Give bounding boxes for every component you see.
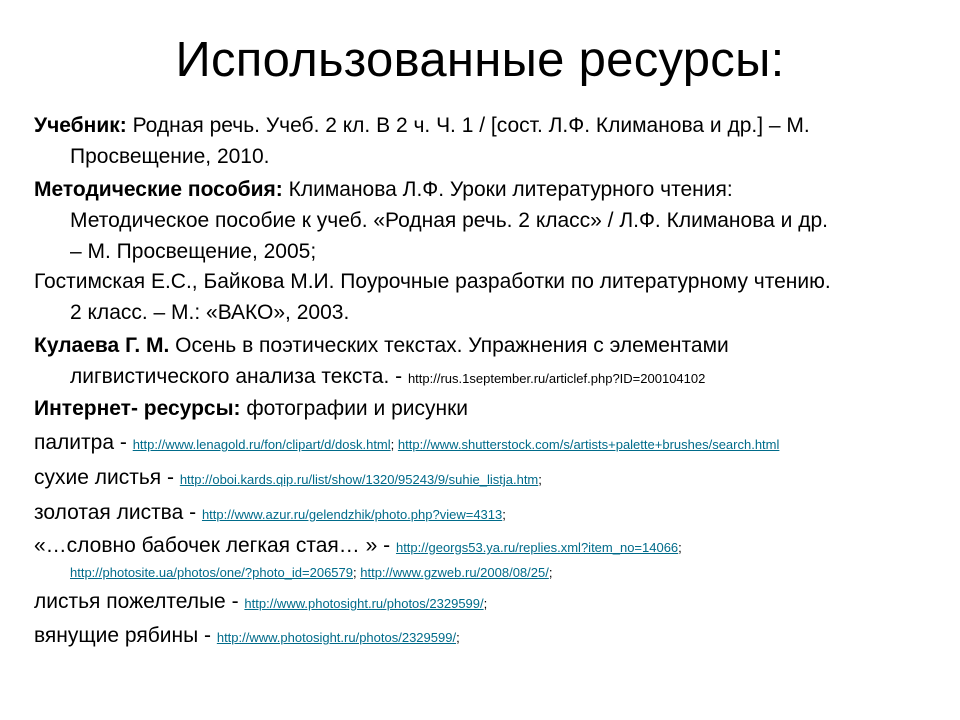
gostimskaya-text: Гостимская Е.С., Байкова М.И. Поурочные разработки по литературному чтению. (34, 270, 831, 293)
resource-methodical (34, 174, 954, 267)
rowans-end: ; (456, 630, 460, 645)
dry-leaves-link[interactable]: http://oboi.kards.qip.ru/list/show/1320/95243/9/suhie_listja.htm (179, 472, 539, 487)
rowans-text: вянущие рябины - (34, 624, 217, 647)
resource-rowans (34, 620, 954, 653)
palette-separator: ; (390, 437, 398, 452)
methodical-text: Климанова Л.Ф. Уроки литературного чтения: (282, 178, 733, 201)
butterflies-sep-1: ; (678, 540, 682, 555)
golden-leaves-text: золотая листва - (34, 501, 202, 524)
butterflies-end: ; (548, 565, 553, 580)
resource-butterflies (34, 532, 954, 583)
resource-dry-leaves (34, 462, 954, 495)
slide-title: Использованные ресурсы: (175, 33, 785, 87)
rowans-link[interactable]: http://www.photosight.ru/photos/2329599/ (216, 630, 457, 645)
dry-leaves-end: ; (538, 472, 542, 487)
textbook-text: Родная речь. Учеб. 2 кл. В 2 ч. Ч. 1 / [сост. Л.Ф. Климанова и др.] – М. (126, 114, 810, 137)
yellowed-leaves-end: ; (483, 596, 488, 611)
dry-leaves-text: сухие листья - (34, 466, 180, 489)
methodical-label: Методические пособия: (34, 178, 283, 201)
methodical-text-cont2: – М. Просвещение, 2005; (70, 240, 317, 263)
yellowed-leaves-link[interactable]: http://www.photosight.ru/photos/2329599/ (244, 596, 484, 611)
golden-leaves-link[interactable]: http://www.azur.ru/gelendzhik/photo.php?view=4313 (201, 507, 503, 522)
resource-palette (34, 427, 954, 460)
yellowed-leaves-text: листья пожелтелые - (34, 590, 245, 613)
resource-internet (34, 393, 954, 424)
butterflies-link-2[interactable]: http://photosite.ua/photos/one/?photo_id=206579 (70, 565, 353, 580)
resource-kulaeva (34, 330, 954, 394)
butterflies-link-1[interactable]: http://georgs53.ya.ru/replies.xml?item_no=14066 (395, 540, 679, 555)
resource-yellowed-leaves (34, 586, 954, 619)
textbook-text-cont: Просвещение, 2010. (70, 145, 270, 168)
kulaeva-label: Кулаева Г. М. (34, 334, 170, 357)
butterflies-sep-2: ; (353, 565, 361, 580)
internet-text: фотографии и рисунки (240, 397, 468, 420)
kulaeva-url: http://rus.1september.ru/articlef.php?ID=200104102 (407, 371, 706, 386)
resource-textbook (34, 110, 954, 172)
resource-gostimskaya (34, 266, 954, 328)
kulaeva-text-cont: лигвистического анализа текста. - (70, 365, 408, 388)
methodical-text-cont: Методическое пособие к учеб. «Родная речь. 2 класс» / Л.Ф. Климанова и др. (70, 209, 828, 232)
butterflies-text: «…словно бабочек легкая стая… » - (34, 534, 396, 557)
resource-golden-leaves (34, 497, 954, 530)
palette-link-2[interactable]: http://www.shutterstock.com/s/artists+palette+brushes/search.html (397, 437, 780, 452)
golden-leaves-end: ; (502, 507, 506, 522)
butterflies-link-3[interactable]: http://www.gzweb.ru/2008/08/25/ (360, 565, 549, 580)
palette-text: палитра - (34, 431, 133, 454)
palette-link-1[interactable]: http://www.lenagold.ru/fon/clipart/d/dosk.html (132, 437, 391, 452)
textbook-label: Учебник: (34, 114, 127, 137)
internet-label: Интернет- ресурсы: (34, 397, 241, 420)
kulaeva-text: Осень в поэтических текстах. Упражнения с элементами (169, 334, 729, 357)
gostimskaya-text-cont: 2 класс. – М.: «ВАКО», 2003. (70, 301, 350, 324)
